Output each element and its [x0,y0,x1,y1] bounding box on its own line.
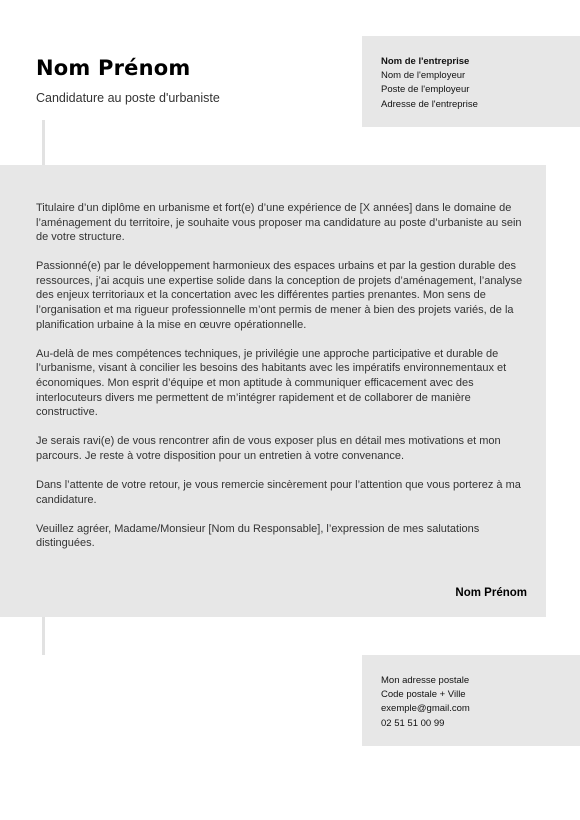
email-address: exemple@gmail.com [381,703,470,715]
letter-paragraph: Au-delà de mes compétences techniques, je privilégie une approche participative et durable de l’urbanisme, visant à concilier les besoins des habitants avec les impératifs environnementaux et économiques. Mon esprit d’équipe et mon aptitude à communiquer efficacement avec des interlocuteurs divers me permettent de m’intégrer rapidement et de collaborer de manière constructive. [36,347,507,419]
letter-body [0,165,546,617]
letter-paragraph: Veuillez agréer, Madame/Monsieur [Nom du Responsable], l’expression de mes salutations distinguées. [36,522,480,550]
postal-address: Mon adresse postale [381,675,470,686]
decorative-line-bottom [42,617,45,655]
employer-name: Nom de l'employeur [381,70,466,82]
signature: Nom Prénom [455,587,527,599]
letter-subject: Candidature au poste d'urbaniste [36,91,220,105]
letter-paragraph: Passionné(e) par le développement harmonieux des espaces urbains et par la gestion durable des ressources, j’ai acquis une expertise solide dans la conception de projets d’aménagement, l’analyse des enjeux territoriaux et la concertation avec les différentes parties prenantes. Mon sens de l’organisation et ma rigueur professionnelle m’ont permis de mener à bien des projets variés, de la planification urbaine à la mise en œuvre opérationnelle. [36,260,523,331]
postal-code-city: Code postale + Ville [381,689,466,701]
letter-paragraph: Titulaire d’un diplôme en urbanisme et fort(e) d’une expérience de [X années] dans le domaine de l’aménagement du territoire, je souhaite vous proposer ma candidature au poste d’urbaniste au sein de votre structure. [36,202,522,244]
recipient-box [362,36,580,127]
letter-paragraph: Je serais ravi(e) de vous rencontrer afin de vous exposer plus en détail mes motivations et mon parcours. Je reste à votre disposition pour un entretien à votre convenance. [36,435,501,462]
letter-paragraph: Dans l’attente de votre retour, je vous remercie sincèrement pour l’attention que vous porterez à ma candidature. [36,478,521,506]
phone-number: 02 51 51 00 99 [381,717,445,729]
company-address: Adresse de l'entreprise [381,98,478,110]
sender-name: Nom Prénom [36,56,191,80]
decorative-line-top [42,120,45,165]
contact-box [362,655,580,746]
company-name: Nom de l'entreprise [381,56,470,67]
employer-position: Poste de l'employeur [381,84,470,96]
